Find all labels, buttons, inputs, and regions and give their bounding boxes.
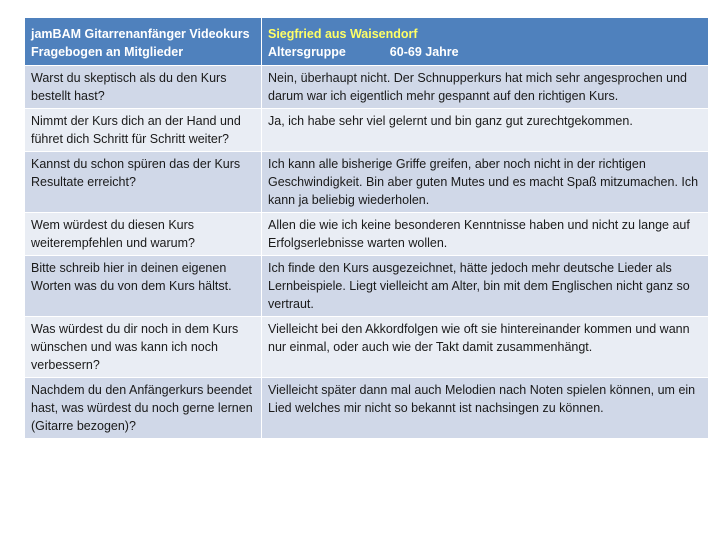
question-cell: Kannst du schon spüren das der Kurs Resultate erreicht?	[25, 152, 262, 213]
question-cell: Nimmt der Kurs dich an der Hand und führet dich Schritt für Schritt weiter?	[25, 109, 262, 152]
answer-cell: Vielleicht später dann mal auch Melodien nach Noten spielen können, um ein Lied welches mir nicht so bekannt ist nachsingen zu können.	[262, 378, 709, 439]
table-row	[25, 109, 709, 152]
table-row	[25, 378, 709, 439]
question-cell: Was würdest du dir noch in dem Kurs wünschen und was kann ich noch verbessern?	[25, 317, 262, 378]
table-row	[25, 66, 709, 109]
table-row	[25, 213, 709, 256]
answer-cell: Ich kann alle bisherige Griffe greifen, aber noch nicht in der richtigen Geschwindigkeit. Bin aber guten Mutes und es macht Spaß mitzumachen. Ich kann ja beliebig wiederholen.	[262, 152, 709, 213]
table-row	[25, 152, 709, 213]
age-group	[268, 43, 703, 61]
member-name: Siegfried aus Waisendorf	[268, 27, 418, 41]
table-row	[25, 256, 709, 317]
table-row	[25, 317, 709, 378]
question-cell: Warst du skeptisch als du den Kurs bestellt hast?	[25, 66, 262, 109]
header-title-cell	[25, 18, 262, 66]
header-member-cell	[262, 18, 709, 66]
questionnaire-title: Fragebogen an Mitglieder	[31, 45, 184, 59]
answer-cell: Allen die wie ich keine besonderen Kenntnisse haben und nicht zu lange auf Erfolgserlebnisse warten wollen.	[262, 213, 709, 256]
question-cell: Nachdem du den Anfängerkurs beendet hast, was würdest du noch gerne lernen (Gitarre bezogen)?	[25, 378, 262, 439]
header-row	[25, 18, 709, 66]
course-title: jamBAM Gitarrenanfänger Videokurs	[31, 27, 250, 41]
question-cell: Bitte schreib hier in deinen eigenen Worten was du von dem Kurs hältst.	[25, 256, 262, 317]
age-group-value: 60-69 Jahre	[389, 45, 459, 59]
questionnaire-table	[24, 17, 709, 439]
age-group-label: Altersgruppe	[268, 45, 346, 59]
answer-cell: Vielleicht bei den Akkordfolgen wie oft sie hintereinander kommen und wann nur einmal, oder auch wie der Takt damit zusammenhängt.	[262, 317, 709, 378]
answer-cell: Nein, überhaupt nicht. Der Schnupperkurs hat mich sehr angesprochen und darum war ich eigentlich mehr gespannt auf den richtigen Kurs.	[262, 66, 709, 109]
answer-cell: Ja, ich habe sehr viel gelernt und bin ganz gut zurechtgekommen.	[262, 109, 709, 152]
answer-cell: Ich finde den Kurs ausgezeichnet, hätte jedoch mehr deutsche Lieder als Lernbeispiele. Liegt vielleicht am Alter, bin mit dem Englischen nicht ganz so vertraut.	[262, 256, 709, 317]
question-cell: Wem würdest du diesen Kurs weiterempfehlen und warum?	[25, 213, 262, 256]
